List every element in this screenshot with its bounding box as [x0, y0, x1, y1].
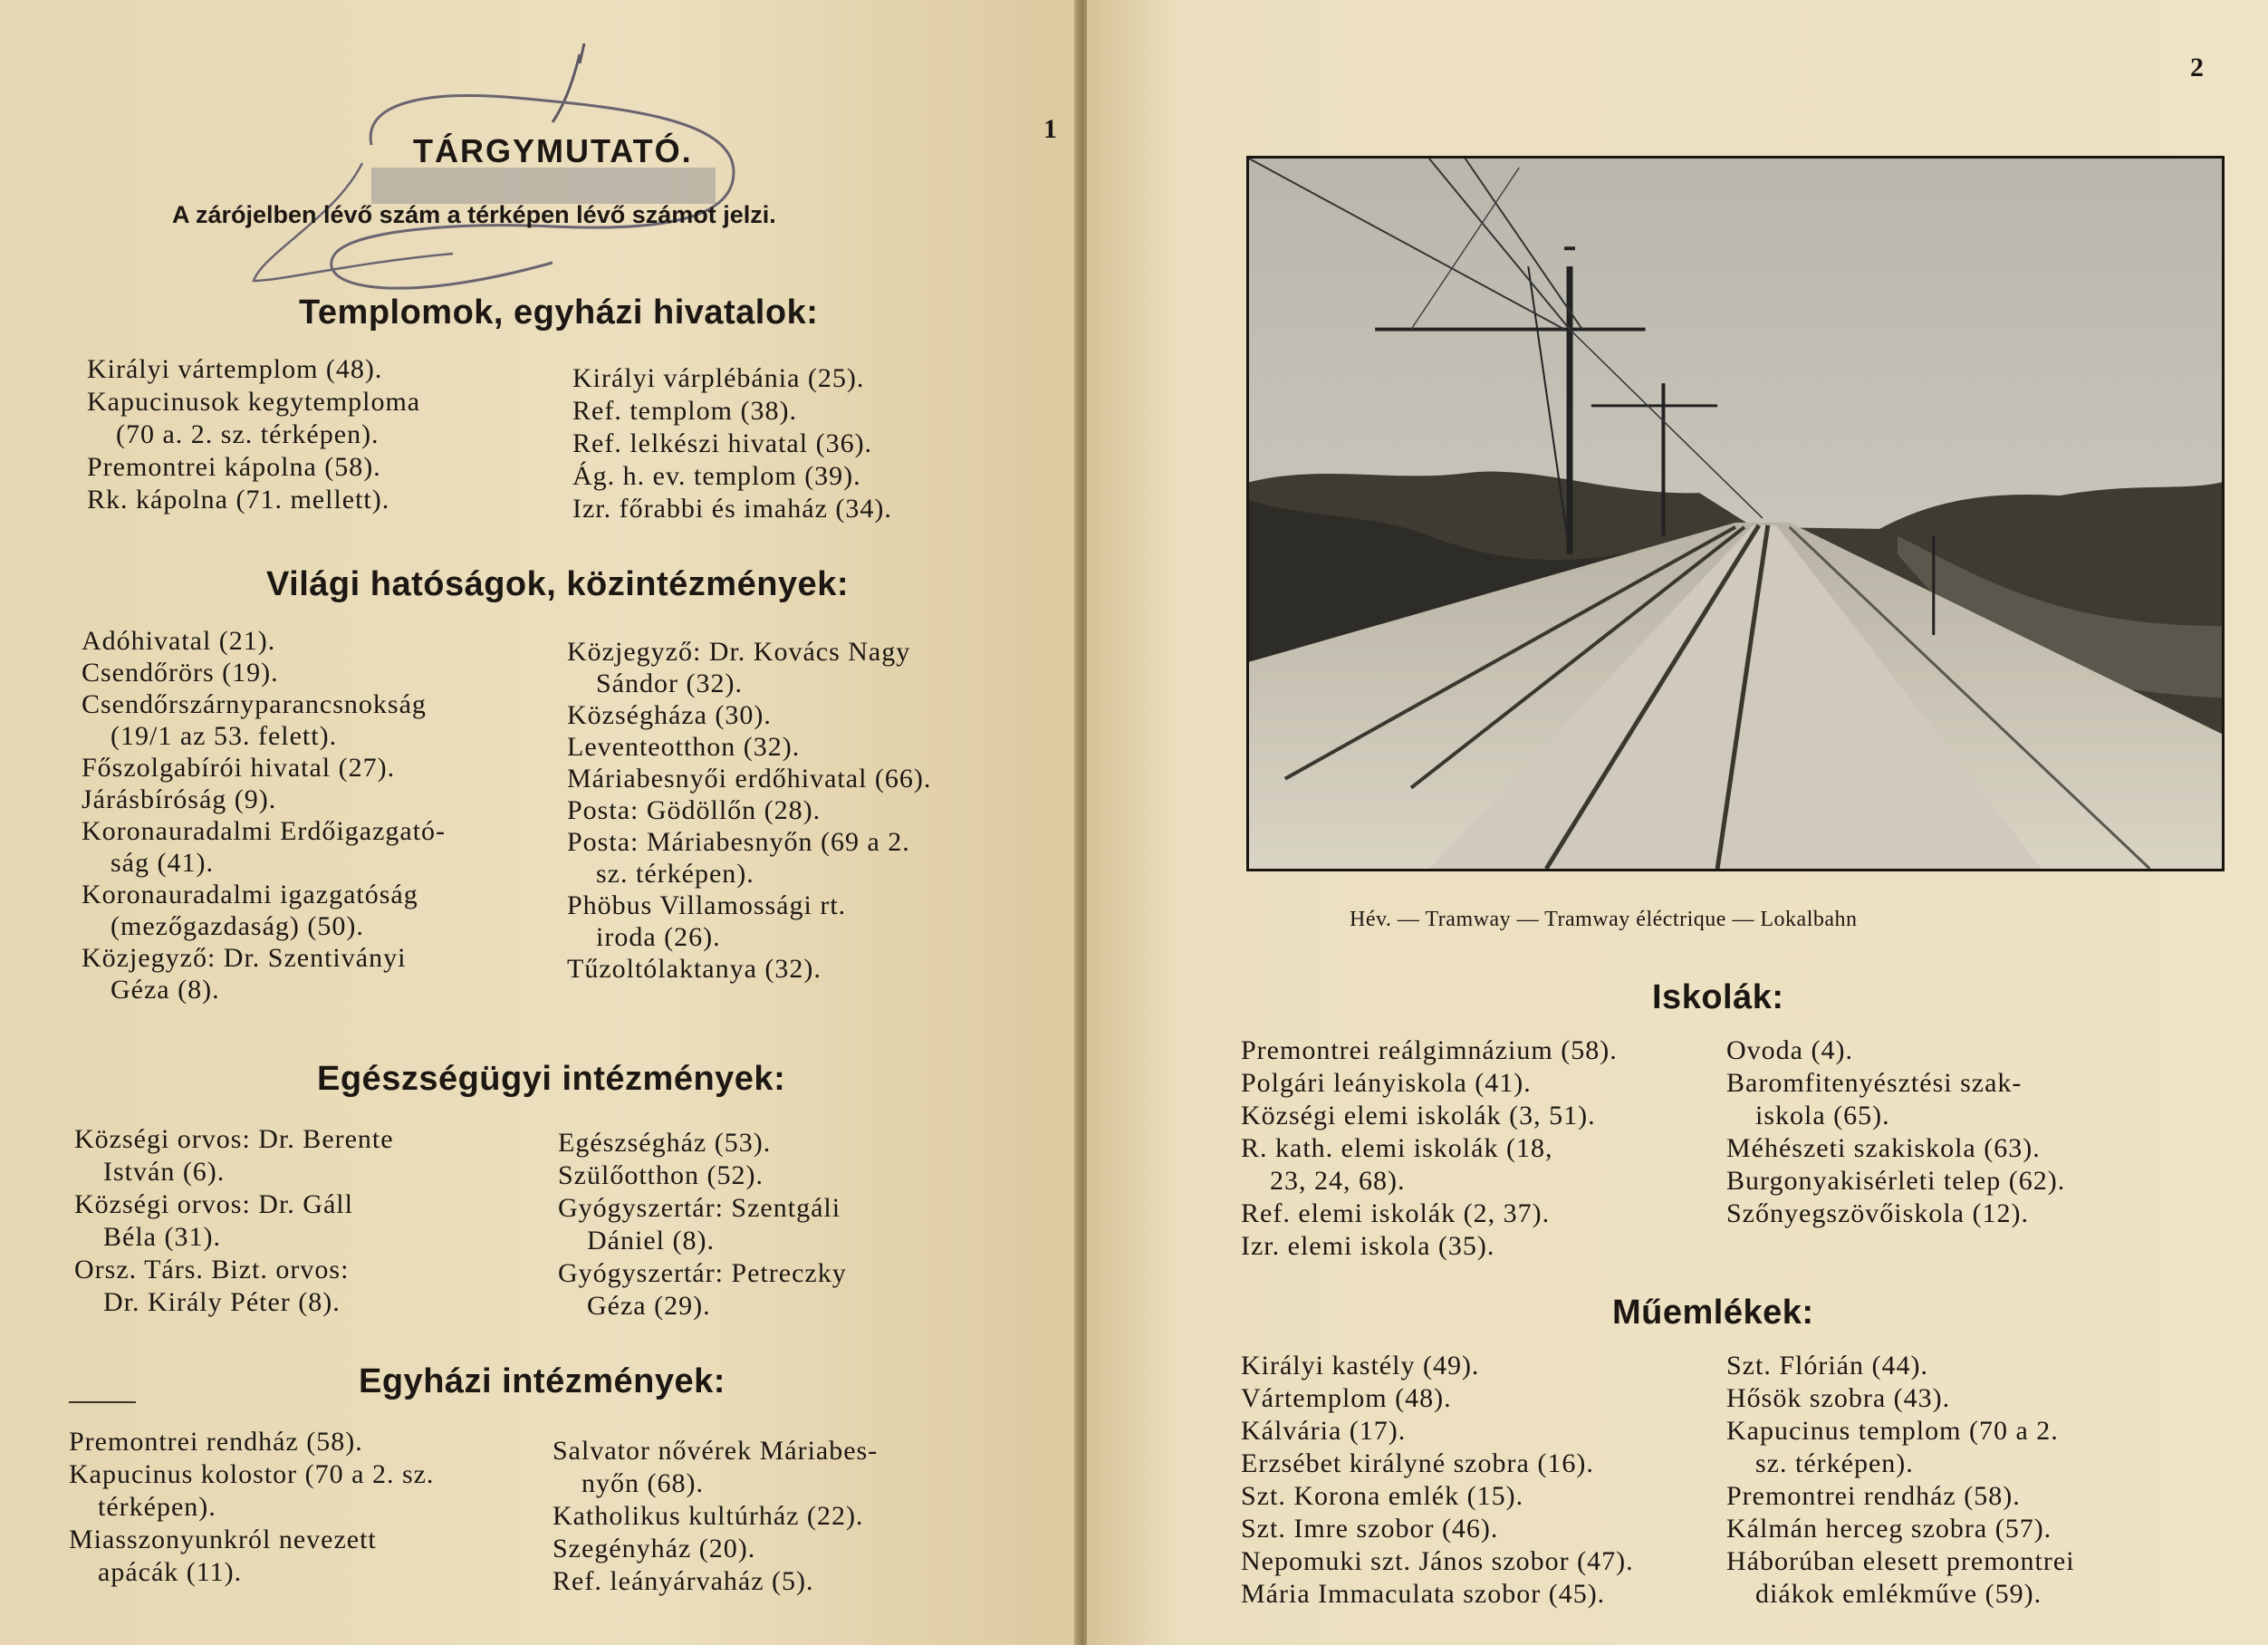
list-item: Rk. kápolna (71. mellett).: [87, 485, 390, 515]
list-item: Szt. Korona emlék (15).: [1241, 1481, 1524, 1511]
list-item: Burgonyakisérleti telep (62).: [1726, 1166, 2066, 1196]
list-item: Nepomuki szt. János szobor (47).: [1241, 1546, 1634, 1576]
list-item: Polgári leányiskola (41).: [1241, 1068, 1532, 1098]
list-item: Premontrei reálgimnázium (58).: [1241, 1035, 1618, 1065]
list-item: Kapucinus templom (70 a 2.: [1726, 1416, 2059, 1446]
list-item: Községi orvos: Dr. Berente: [74, 1124, 394, 1154]
photo-caption: Hév. — Tramway — Tramway éléctrique — Lokalbahn: [1350, 908, 1858, 931]
list-item: Sándor (32).: [596, 669, 743, 698]
list-item: Tűzoltólaktanya (32).: [567, 954, 822, 984]
list-item: Községi elemi iskolák (3, 51).: [1241, 1101, 1596, 1130]
monuments-column-1: [1241, 1350, 1634, 1611]
list-item: Dr. Király Péter (8).: [103, 1287, 341, 1317]
list-item: Erzsébet királyné szobra (16).: [1241, 1448, 1594, 1478]
rule-divider: [69, 1401, 136, 1403]
list-item: Kálvária (17).: [1241, 1416, 1407, 1446]
list-item: Katholikus kultúrház (22).: [553, 1501, 864, 1531]
list-item: Ovoda (4).: [1726, 1035, 1853, 1065]
list-item: 23, 24, 68).: [1270, 1166, 1406, 1196]
list-item: Csendőrszárnyparancsnokság: [82, 689, 427, 719]
health-column-2: [558, 1127, 847, 1323]
list-item: Királyi vártemplom (48).: [87, 354, 383, 384]
list-item: Szülőotthon (52).: [558, 1160, 764, 1190]
list-item: Orsz. Társ. Bizt. orvos:: [74, 1255, 350, 1284]
tramway-photo-image: [1249, 159, 2222, 869]
list-item: Szőnyegszövőiskola (12).: [1726, 1198, 2029, 1228]
list-item: Egészségház (53).: [558, 1128, 772, 1158]
list-item: Premontrei rendház (58).: [69, 1427, 363, 1457]
list-item: Géza (29).: [587, 1291, 711, 1321]
list-item: térképen).: [98, 1492, 216, 1522]
list-item: diákok emlékműve (59).: [1755, 1579, 2042, 1609]
list-item: iskola (65).: [1755, 1101, 1890, 1130]
list-item: Ref. leányárvaház (5).: [553, 1566, 814, 1596]
list-item: Salvator nővérek Máriabes-: [553, 1436, 879, 1466]
list-item: R. kath. elemi iskolák (18,: [1241, 1133, 1553, 1163]
list-item: Ref. templom (38).: [572, 396, 797, 426]
list-item: Baromfitenyésztési szak-: [1726, 1068, 2023, 1098]
list-item: Járásbíróság (9).: [82, 784, 277, 814]
list-item: Szt. Flórián (44).: [1726, 1351, 1928, 1380]
monuments-column-2: [1726, 1350, 2075, 1611]
list-item: Posta: Gödöllőn (28).: [567, 795, 822, 825]
list-item: Királyi kastély (49).: [1241, 1351, 1480, 1380]
list-item: Méhészeti szakiskola (63).: [1726, 1133, 2041, 1163]
list-item: Főszolgabírói hivatal (27).: [82, 753, 396, 783]
page-number: 2: [2190, 53, 2204, 82]
list-item: Béla (31).: [103, 1222, 221, 1252]
churches-column-2: [572, 362, 892, 525]
right-page: [1087, 0, 2268, 1645]
page-number: 1: [1043, 114, 1057, 144]
list-item: Községi orvos: Dr. Gáll: [74, 1189, 353, 1219]
list-item: Géza (8).: [111, 975, 220, 1005]
list-item: Kálmán herceg szobra (57).: [1726, 1514, 2052, 1544]
list-item: Közjegyző: Dr. Szentiványi: [82, 943, 407, 973]
list-item: Koronauradalmi igazgatóság: [82, 880, 418, 909]
list-item: nyőn (68).: [581, 1468, 704, 1498]
list-item: Gyógyszertár: Szentgáli: [558, 1193, 841, 1223]
list-item: Kapucinus kolostor (70 a 2. sz.: [69, 1459, 435, 1489]
list-item: iroda (26).: [596, 922, 721, 952]
list-item: Izr. elemi iskola (35).: [1241, 1231, 1495, 1261]
list-item: Koronauradalmi Erdőigazgató-: [82, 816, 447, 846]
list-item: Háborúban elesett premontrei: [1726, 1546, 2075, 1576]
schools-column-1: [1241, 1034, 1618, 1263]
list-item: Dániel (8).: [587, 1226, 715, 1255]
page-title: TÁRGYMUTATÓ.: [413, 132, 693, 169]
list-item: Miasszonyunkról nevezett: [69, 1525, 377, 1554]
list-item: apácák (11).: [98, 1557, 243, 1587]
list-item: Izr. főrabbi és imaház (34).: [572, 494, 892, 524]
schools-column-2: [1726, 1034, 2065, 1230]
list-item: Szegényház (20).: [553, 1534, 756, 1563]
list-item: Phöbus Villamossági rt.: [567, 890, 847, 920]
section-heading-health: Egészségügyi intézmények:: [317, 1060, 786, 1098]
list-item: Ref. elemi iskolák (2, 37).: [1241, 1198, 1551, 1228]
list-item: (19/1 az 53. felett).: [111, 721, 338, 751]
list-item: Premontrei rendház (58).: [1726, 1481, 2021, 1511]
list-item: Szt. Imre szobor (46).: [1241, 1514, 1499, 1544]
list-item: Csendőrörs (19).: [82, 658, 279, 688]
authorities-column-1: [82, 625, 446, 1005]
list-item: Kapucinusok kegytemploma: [87, 387, 421, 417]
section-heading-churches: Templomok, egyházi hivatalok:: [299, 293, 819, 332]
authorities-column-2: [567, 636, 931, 985]
list-item: sz. térképen).: [596, 859, 754, 889]
list-item: ság (41).: [111, 848, 214, 878]
list-item: Adóhivatal (21).: [82, 626, 276, 656]
church-institutions-column-2: [553, 1435, 878, 1598]
list-item: (70 a. 2. sz. térképen).: [116, 419, 380, 449]
churches-column-1: [87, 353, 420, 516]
list-item: Királyi várplébánia (25).: [572, 363, 865, 393]
list-item: Mária Immaculata szobor (45).: [1241, 1579, 1606, 1609]
list-item: István (6).: [103, 1157, 226, 1187]
list-item: (mezőgazdaság) (50).: [111, 911, 364, 941]
church-institutions-column-1: [69, 1426, 434, 1589]
section-heading-monuments: Műemlékek:: [1612, 1294, 1814, 1332]
section-heading-church-institutions: Egyházi intézmények:: [359, 1362, 726, 1400]
list-item: Ref. lelkészi hivatal (36).: [572, 428, 873, 458]
health-column-1: [74, 1123, 394, 1319]
list-item: Ág. h. ev. templom (39).: [572, 461, 861, 491]
list-item: sz. térképen).: [1755, 1448, 1914, 1478]
list-item: Premontrei kápolna (58).: [87, 452, 381, 482]
section-heading-schools: Iskolák:: [1652, 978, 1784, 1016]
list-item: Gyógyszertár: Petreczky: [558, 1258, 847, 1288]
list-item: Közjegyző: Dr. Kovács Nagy: [567, 637, 911, 667]
left-page: [0, 0, 1078, 1645]
list-item: Hősök szobra (43).: [1726, 1383, 1951, 1413]
section-heading-authorities: Világi hatóságok, közintézmények:: [266, 565, 849, 603]
page-subtitle: A zárójelben lévő szám a térképen lévő számot jelzi.: [172, 201, 776, 228]
tramway-photo: [1246, 156, 2225, 871]
list-item: Máriabesnyői erdőhivatal (66).: [567, 764, 932, 794]
list-item: Községháza (30).: [567, 700, 772, 730]
list-item: Posta: Máriabesnyőn (69 a 2.: [567, 827, 910, 857]
list-item: Vártemplom (48).: [1241, 1383, 1452, 1413]
list-item: Leventeotthon (32).: [567, 732, 801, 762]
